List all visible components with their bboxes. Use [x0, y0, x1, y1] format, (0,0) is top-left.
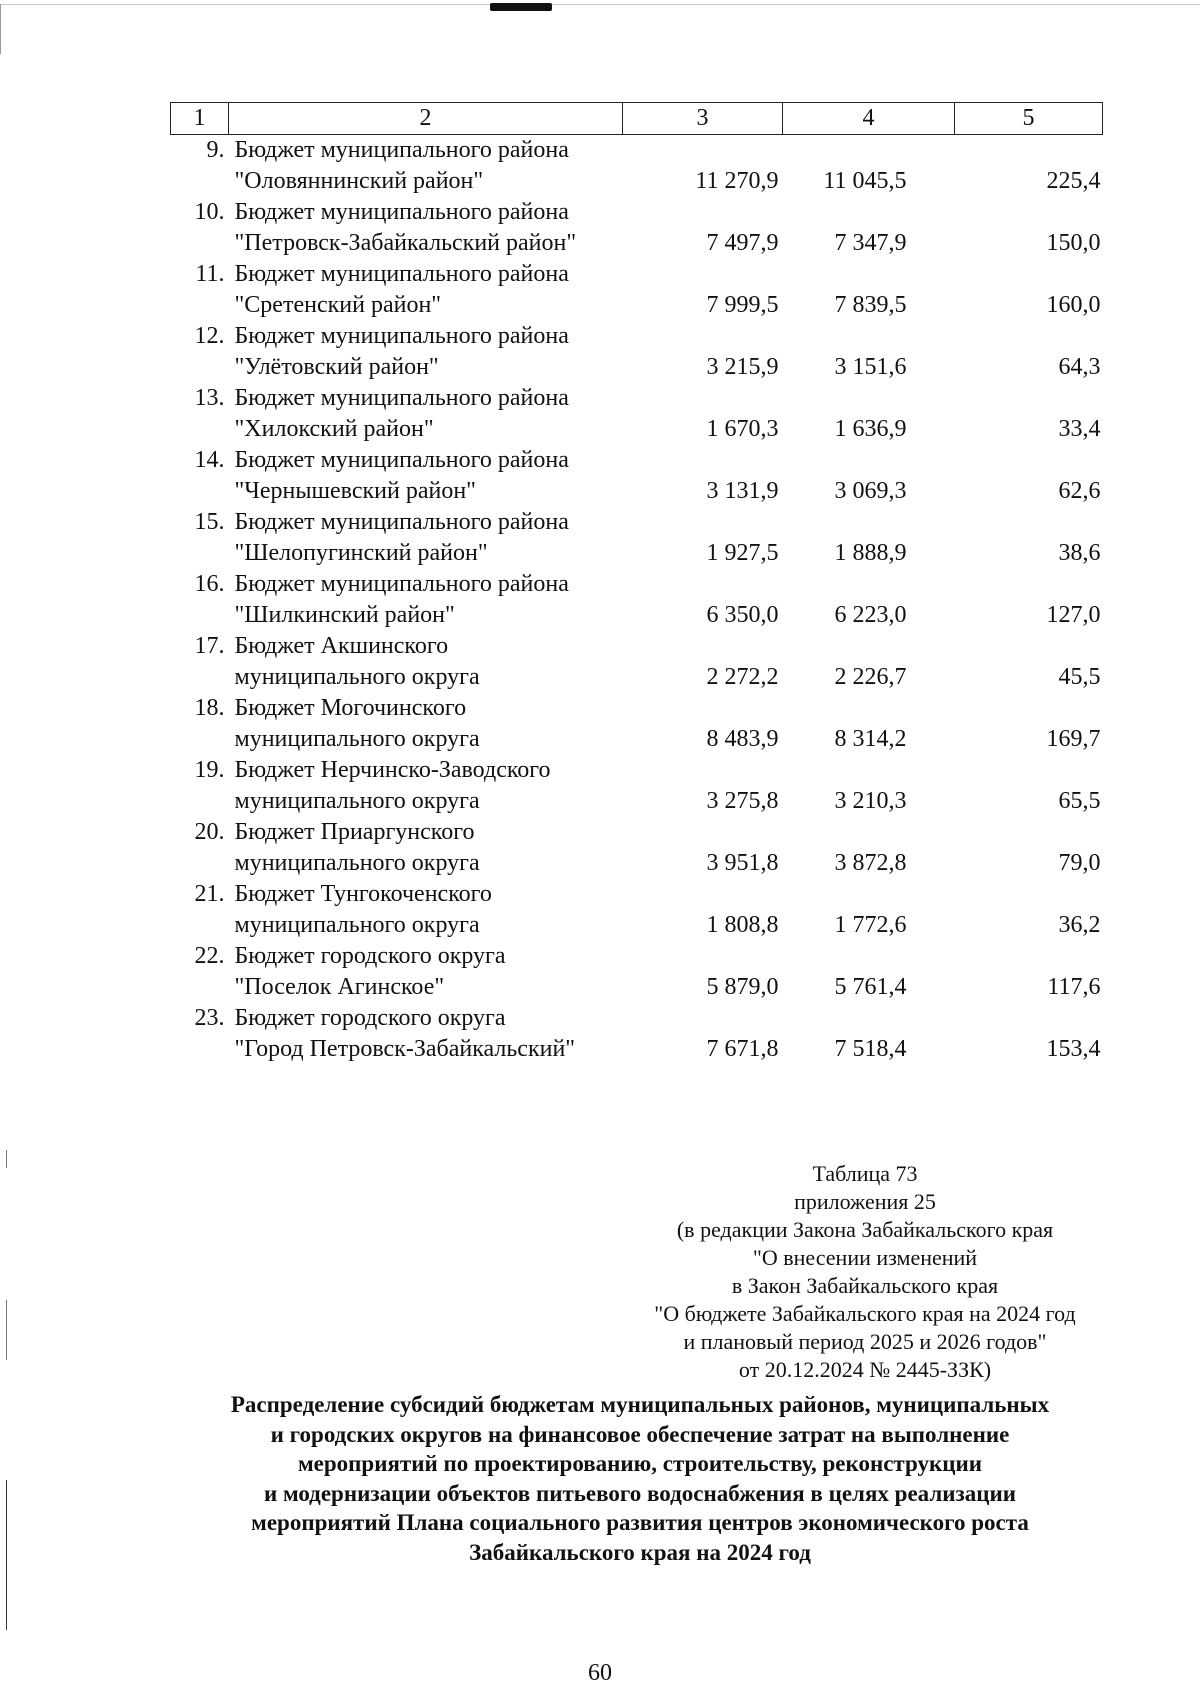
budget-name-line-2: муниципального округа: [234, 664, 480, 690]
table-row: [171, 631, 1103, 693]
value-column-5: 65,5: [1058, 788, 1101, 814]
heading-line: мероприятий Плана социального развития центров экономического роста: [251, 1510, 1029, 1535]
budget-name-line-2: муниципального округа: [234, 788, 480, 814]
value-column-3: 2 272,2: [706, 664, 779, 690]
value-column-5: 64,3: [1058, 354, 1101, 380]
value-column-4: 3 151,6: [834, 354, 907, 380]
caption-line: приложения 25: [794, 1189, 936, 1214]
budget-name-line-2: "Сретенский район": [234, 292, 442, 318]
heading-line: Распределение субсидий бюджетам муниципальных районов, муниципальных: [230, 1392, 1050, 1417]
row-number: 13.: [194, 385, 225, 411]
value-column-3: 7 497,9: [706, 230, 779, 256]
table-header: [171, 103, 1103, 135]
value-column-5: 79,0: [1058, 850, 1101, 876]
scan-edge-mark: [6, 1150, 7, 1168]
budget-name-line-1: Бюджет муниципального района: [234, 323, 569, 349]
budget-name-line-2: "Оловяннинский район": [234, 168, 484, 194]
table-row: [171, 941, 1103, 1003]
budget-name-line-2: муниципального округа: [234, 912, 480, 938]
heading-line: и городских округов на финансовое обеспечение затрат на выполнение: [270, 1421, 1010, 1447]
budget-name-cell: [229, 507, 623, 569]
budget-name-line-2: муниципального округа: [234, 726, 480, 752]
budget-name-line-1: Бюджет Нерчинско-Заводского: [234, 757, 551, 783]
value-column-3: 11 270,9: [695, 168, 779, 194]
value-column-3: 5 879,0: [706, 974, 779, 1000]
section-heading: [140, 1390, 1140, 1567]
scan-blot-mark: [490, 3, 552, 11]
row-number: 12.: [194, 323, 225, 349]
budget-name-line-1: Бюджет муниципального района: [234, 385, 569, 411]
budget-name-cell: [229, 879, 623, 941]
table-row: [171, 445, 1103, 507]
value-column-4: 3 210,3: [834, 788, 907, 814]
caption-line: и плановый период 2025 и 2026 годов": [683, 1329, 1047, 1354]
value-column-3: 3 951,8: [706, 850, 779, 876]
budget-name-line-2: муниципального округа: [234, 850, 480, 876]
table-row: [171, 817, 1103, 879]
value-column-3: 8 483,9: [706, 726, 779, 752]
budget-name-cell: [229, 817, 623, 879]
budget-name-line-1: Бюджет Акшинского: [234, 633, 449, 659]
value-column-4: 7 839,5: [834, 292, 907, 318]
value-column-3: 3 215,9: [706, 354, 779, 380]
row-number: 11.: [195, 261, 225, 287]
value-column-4: 5 761,4: [834, 974, 907, 1000]
budget-name-line-2: "Чернышевский район": [234, 478, 476, 504]
value-column-3: 1 670,3: [706, 416, 779, 442]
budget-name-cell: [229, 321, 623, 383]
row-number: 23.: [194, 1005, 225, 1031]
table-row: [171, 507, 1103, 569]
value-column-4: 7 347,9: [834, 230, 907, 256]
value-column-4: 1 888,9: [834, 540, 907, 566]
row-number: 10.: [194, 199, 225, 225]
row-number: 9.: [206, 137, 225, 163]
budget-name-line-1: Бюджет муниципального района: [234, 261, 569, 287]
caption-line: Таблица 73: [812, 1161, 918, 1186]
budget-name-line-2: "Петровск-Забайкальский район": [234, 230, 577, 256]
budget-name-line-1: Бюджет муниципального района: [234, 447, 569, 473]
value-column-3: 6 350,0: [706, 602, 779, 628]
value-column-4: 11 045,5: [823, 168, 907, 194]
column-header: 3: [623, 103, 783, 135]
scan-edge-top: [0, 4, 1200, 5]
caption-line: "О внесении изменений: [752, 1245, 978, 1270]
value-column-4: 8 314,2: [834, 726, 907, 752]
budget-name-cell: [229, 569, 623, 631]
value-column-5: 45,5: [1058, 664, 1101, 690]
budget-name-line-1: Бюджет Приаргунского: [234, 819, 475, 845]
budget-name-line-1: Бюджет муниципального района: [234, 199, 569, 225]
budget-name-line-1: Бюджет городского округа: [234, 1005, 506, 1031]
scan-edge-left: [0, 4, 1, 54]
row-number: 21.: [194, 881, 225, 907]
value-column-4: 6 223,0: [834, 602, 907, 628]
row-number: 17.: [194, 633, 225, 659]
budget-name-line-1: Бюджет городского округа: [234, 943, 506, 969]
budget-name-line-2: "Шилкинский район": [234, 602, 455, 628]
row-number: 14.: [194, 447, 225, 473]
budget-name-line-1: Бюджет муниципального района: [234, 509, 569, 535]
value-column-3: 1 927,5: [706, 540, 779, 566]
scan-edge-mark: [6, 1300, 7, 1360]
table-row: [171, 383, 1103, 445]
column-header: 2: [229, 103, 623, 135]
row-number: 15.: [194, 509, 225, 535]
value-column-4: 7 518,4: [834, 1036, 907, 1062]
table-row: [171, 1003, 1103, 1065]
table-row: [171, 321, 1103, 383]
value-column-4: 2 226,7: [834, 664, 907, 690]
scan-edge-mark: [6, 1480, 7, 1630]
value-column-5: 150,0: [1046, 230, 1101, 256]
budget-name-cell: [229, 693, 623, 755]
row-number: 18.: [194, 695, 225, 721]
heading-line: мероприятий по проектированию, строительству, реконструкции: [298, 1451, 982, 1476]
column-header: 1: [171, 103, 229, 135]
row-number: 19.: [194, 757, 225, 783]
budget-name-line-1: Бюджет Могочинского: [234, 695, 467, 721]
row-number: 20.: [194, 819, 225, 845]
row-number: 16.: [194, 571, 225, 597]
table-row: [171, 693, 1103, 755]
table-body: [171, 135, 1103, 1066]
value-column-5: 127,0: [1046, 602, 1101, 628]
budget-name-cell: [229, 1003, 623, 1065]
value-column-4: 3 069,3: [834, 478, 907, 504]
value-column-4: 1 636,9: [834, 416, 907, 442]
value-column-5: 225,4: [1046, 168, 1101, 194]
budget-name-line-2: "Шелопугинский район": [234, 540, 488, 566]
budget-name-cell: [229, 755, 623, 817]
value-column-4: 1 772,6: [834, 912, 907, 938]
caption-line: "О бюджете Забайкальского края на 2024 год: [654, 1301, 1076, 1326]
budget-name-cell: [229, 445, 623, 507]
budget-name-line-1: Бюджет Тунгокоченского: [234, 881, 492, 907]
table-row: [171, 259, 1103, 321]
budget-name-line-2: "Город Петровск-Забайкальский": [234, 1036, 576, 1062]
budget-name-cell: [229, 259, 623, 321]
budget-name-line-1: Бюджет муниципального района: [234, 137, 569, 163]
row-number: 22.: [194, 943, 225, 969]
value-column-5: 33,4: [1058, 416, 1101, 442]
budget-name-line-2: "Улётовский район": [234, 354, 439, 380]
value-column-5: 169,7: [1046, 726, 1101, 752]
value-column-5: 117,6: [1047, 974, 1101, 1000]
heading-line: Забайкальского края на 2024 год: [469, 1539, 811, 1565]
heading-line: и модернизации объектов питьевого водоснабжения в целях реализации: [263, 1480, 1017, 1506]
value-column-5: 38,6: [1058, 540, 1101, 566]
caption-line: в Закон Забайкальского края: [731, 1273, 999, 1298]
budget-name-line-1: Бюджет муниципального района: [234, 571, 569, 597]
table-row: [171, 569, 1103, 631]
table-row: [171, 135, 1103, 198]
budget-name-cell: [229, 197, 623, 259]
value-column-5: 160,0: [1046, 292, 1101, 318]
table-row: [171, 755, 1103, 817]
column-header: 5: [955, 103, 1103, 135]
value-column-3: 1 808,8: [706, 912, 779, 938]
budget-name-cell: [229, 135, 623, 198]
page-number: 60: [588, 1660, 612, 1686]
budget-name-line-2: "Поселок Агинское": [234, 974, 445, 1000]
value-column-3: 7 671,8: [706, 1036, 779, 1062]
budget-name-cell: [229, 631, 623, 693]
budget-name-cell: [229, 383, 623, 445]
caption-line: от 20.12.2024 № 2445-ЗЗК): [738, 1357, 992, 1382]
table-row: [171, 879, 1103, 941]
value-column-3: 3 275,8: [706, 788, 779, 814]
budget-name-line-2: "Хилокский район": [234, 416, 434, 442]
value-column-4: 3 872,8: [834, 850, 907, 876]
value-column-3: 7 999,5: [706, 292, 779, 318]
value-column-5: 62,6: [1058, 478, 1101, 504]
table-row: [171, 197, 1103, 259]
column-header: 4: [783, 103, 955, 135]
value-column-5: 36,2: [1058, 912, 1101, 938]
budget-name-cell: [229, 941, 623, 1003]
table-caption: [600, 1160, 1130, 1384]
caption-line: (в редакции Закона Забайкальского края: [676, 1217, 1054, 1242]
budget-table: [170, 102, 1103, 1065]
value-column-5: 153,4: [1046, 1036, 1101, 1062]
value-column-3: 3 131,9: [706, 478, 779, 504]
